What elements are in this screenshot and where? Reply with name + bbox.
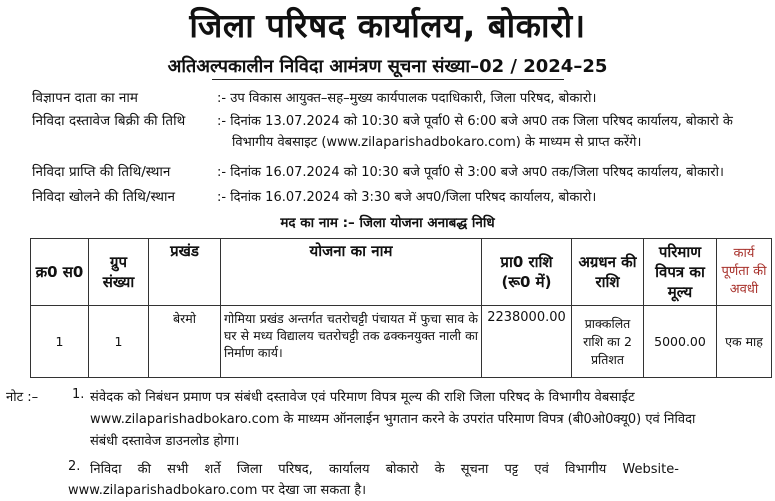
cell-block: बेरमो [149,306,221,378]
col-duration-header: कार्य पूर्णता की अवधी [717,239,772,306]
note-1-line1: संवेदक को निबंधन प्रमाण पत्र संबंधी दस्तावेज एवं परिमाण विपत्र मूल्य की राशि जिला परिषद के विभागीय वेबसाईट [90,390,635,405]
table-header-row [31,239,772,306]
cell-serial: 1 [31,306,89,378]
col-cost-header: परिमाण विपत्र का मूल्य [644,239,717,306]
receipt-date-value: :- दिनांक 16.07.2024 को 10:30 बजे पूर्वा0 से 3:00 बजे अप0 तक/जिला परिषद कार्यालय, बोकारो। [217,165,724,180]
cell-estimate: 2238000.00 [482,306,572,378]
note-1-number: 1. [72,387,85,402]
sale-date-value-line2: विभागीय वेबसाइट (www.zilaparishadbokaro.com) के माध्यम से प्राप्त करेंगे। [232,135,642,150]
opening-date-value: :- दिनांक 16.07.2024 को 3:30 बजे अप0/जिला परिषद कार्यालय, बोकारो। [217,190,597,205]
note-2-line1: निविदा की सभी शर्ते जिला परिषद, कार्यालय बोकारो के सूचना पट्ट एवं विभागीय Website- [90,462,679,477]
note-2-number: 2. [68,459,81,474]
cell-scheme: गोमिया प्रखंड अन्तर्गत चतरोचट्टी पंचायत में फुचा साव के घर से मध्य विद्यालय चतरोचट्टी तक ढक्कनयुक्त नाली का निर्माण कार्य। [221,306,482,378]
receipt-date-label: निविदा प्राप्ति की तिथि/स्थान [32,164,171,180]
cell-group: 1 [89,306,149,378]
budget-head: मद का नाम :– जिला योजना अनाबद्ध निधि [280,215,495,231]
tender-table [30,238,772,378]
col-scheme-header: योजना का नाम [221,239,482,306]
col-serial-header: क्र0 स0 [31,239,89,306]
sale-date-value-line1: :- दिनांक 13.07.2024 को 10:30 बजे पूर्वा0 से 6:00 बजे अप0 तक जिला परिषद कार्यालय, बोकारो के [217,114,733,129]
col-earnest-header: अग्रधन की राशि [572,239,644,306]
page-title: जिला परिषद कार्यालय, बोकारो। [189,6,586,45]
note-2-line2: www.zilaparishadbokaro.com पर देखा जा सकता है। [68,483,367,498]
opening-date-label: निविदा खोलने की तिथि/स्थान [32,189,176,205]
col-group-header: ग्रुप संख्या [89,239,149,306]
advertiser-value: :- उप विकास आयुक्त–सह–मुख्य कार्यपालक पदाधिकारी, जिला परिषद, बोकारो। [217,91,597,106]
cell-cost: 5000.00 [644,306,717,378]
notice-subtitle: अतिअल्पकालीन निविदा आमंत्रण सूचना संख्या–02 / 2024–25 [167,56,608,77]
subtitle-underline [212,79,564,80]
cell-earnest: प्राक्कलित राशि का 2 प्रतिशत [572,306,644,378]
note-1-line3: संबंधी दस्तावेज डाउनलोड होगा। [90,434,240,449]
sale-date-label: निविदा दस्तावेज बिक्री की तिथि [32,113,186,129]
col-estimate-header: प्रा0 राशि (रू0 में) [482,239,572,306]
col-block-header: प्रखंड [149,239,221,306]
cell-duration: एक माह [717,306,772,378]
note-1-line2: www.zilaparishadbokaro.com के माध्यम ऑनलाईन भुगतान करने के उपरांत परिमाण विपत्र (बी0ओ0क्यू0) एवं निविदा [90,412,696,427]
table-row [31,306,772,378]
note-label: नोट :– [6,390,39,405]
advertiser-label: विज्ञापन दाता का नाम [32,90,138,106]
